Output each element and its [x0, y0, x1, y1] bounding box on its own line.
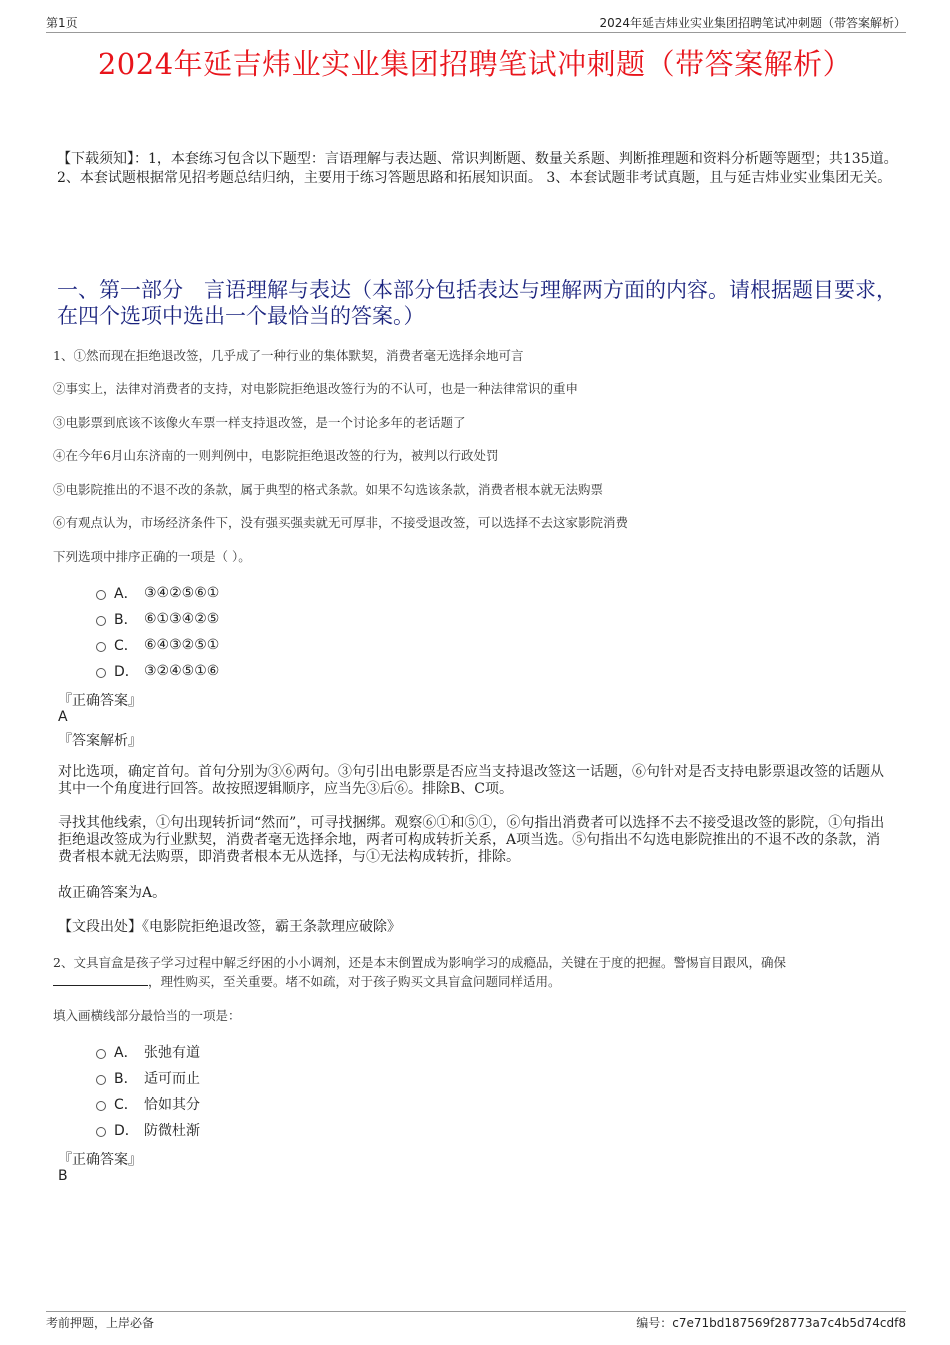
q1-analysis-para-2: 寻找其他线索，①句出现转折词“然而”，可寻找捆绑。观察⑥①和⑤①，⑥句指出消费者可以选择不去不接受退改签的影院，①句指出拒绝退改签成为行业默契，消费者毫无选择余地，两者可构成转折关系，A项当选。⑤句指出不勾选电影院推出的不退不改的条款，消费者根本就无法购票，即消费者根本无从选择，与①无法构成转折，排除。 [58, 815, 885, 865]
q2-option-c[interactable] [96, 1095, 200, 1113]
q1-analysis-conclusion: 故正确答案为A。 [58, 885, 167, 901]
section-heading: 一、第一部分 言语理解与表达（本部分包括表达与理解两方面的内容。请根据题目要求，在四个选项中选出一个最恰当的答案。） [57, 278, 897, 328]
option-text: 适可而止 [144, 1071, 200, 1087]
code-label: 编号： [636, 1316, 673, 1330]
option-letter: A． [114, 1045, 138, 1061]
q1-line-1: 1、①然而现在拒绝退改签，几乎成了一种行业的集体默契，消费者毫无选择余地可言 [53, 348, 524, 363]
option-letter: B． [114, 1071, 138, 1087]
q2-line-2 [53, 974, 903, 990]
option-letter: A． [114, 586, 138, 602]
q1-line-4: ④在今年6月山东济南的一则判例中，电影院拒绝退改签的行为，被判以行政处罚 [53, 448, 499, 463]
option-text: ③②④⑤①⑥ [144, 663, 220, 679]
radio-icon[interactable] [96, 1101, 106, 1111]
radio-icon[interactable] [96, 616, 106, 626]
fill-blank [53, 976, 148, 986]
option-letter: C． [114, 1097, 138, 1113]
option-letter: D． [114, 664, 139, 680]
q2-answer-label: 『正确答案』 [58, 1152, 142, 1168]
q2-line-1: 2、文具盲盒是孩子学习过程中解乏纾困的小小调剂，还是本末倒置成为影响学习的成瘾品，关键在于度的把握。警惕盲目跟风，确保 [53, 955, 786, 970]
option-text: ⑥①③④②⑤ [144, 611, 220, 627]
document-title: 2024年延吉炜业实业集团招聘笔试冲刺题（带答案解析） [97, 47, 853, 81]
footer-slogan: 考前押题，上岸必备 [46, 1316, 155, 1330]
q1-option-a[interactable] [96, 584, 219, 602]
q1-line-2: ②事实上，法律对消费者的支持，对电影院拒绝退改签行为的不认可，也是一种法律常识的重申 [53, 381, 579, 396]
option-letter: B． [114, 612, 138, 628]
q1-option-b[interactable] [96, 610, 219, 628]
option-text: ⑥④③②⑤① [144, 637, 220, 653]
header-rule [46, 32, 906, 33]
q1-prompt: 下列选项中排序正确的一项是（ ）。 [53, 549, 251, 564]
radio-icon[interactable] [96, 642, 106, 652]
radio-icon[interactable] [96, 590, 106, 600]
q2-answer: B [58, 1168, 68, 1184]
code-value: c7e71bd187569f28773a7c4b5d74cdf8 [672, 1316, 906, 1330]
document-code [636, 1314, 906, 1331]
q1-option-d[interactable] [96, 662, 219, 680]
option-text: ③④②⑤⑥① [144, 585, 220, 601]
q1-line-5: ⑤电影院推出的不退不改的条款，属于典型的格式条款。如果不勾选该条款，消费者根本就无法购票 [53, 482, 604, 497]
radio-icon[interactable] [96, 1127, 106, 1137]
q2-option-a[interactable] [96, 1043, 200, 1061]
q1-option-c[interactable] [96, 636, 219, 654]
q1-answer-label: 『正确答案』 [58, 693, 142, 709]
q2-line-2-text: ，理性购买，至关重要。堵不如疏，对于孩子购买文具盲盒问题同样适用。 [148, 974, 561, 989]
q1-line-3: ③电影票到底该不该像火车票一样支持退改签，是一个讨论多年的老话题了 [53, 415, 466, 430]
option-text: 张弛有道 [144, 1045, 200, 1061]
q1-analysis-label: 『答案解析』 [58, 733, 142, 749]
footer-rule [46, 1311, 906, 1312]
q1-line-6: ⑥有观点认为，市场经济条件下，没有强买强卖就无可厚非，不接受退改签，可以选择不去这家影院消费 [53, 515, 629, 530]
running-title: 2024年延吉炜业实业集团招聘笔试冲刺题（带答案解析） [599, 16, 906, 30]
option-text: 防微杜渐 [144, 1123, 200, 1139]
option-letter: C． [114, 638, 138, 654]
page-number: 第1页 [46, 16, 78, 30]
q1-source: 【文段出处】《电影院拒绝退改签，霸王条款理应破除》 [58, 919, 401, 935]
option-letter: D． [114, 1123, 139, 1139]
download-notice: 【下载须知】：1，本套练习包含以下题型：言语理解与表达题、常识判断题、数量关系题、判断推理题和资料分析题等题型；共135道。 2、本套试题根据常见招考题总结归纳，主要用于练习答题思路和拓展知识面。 3、本套试题非考试真题，且与延吉炜业实业集团无关。 [57, 151, 898, 186]
q2-prompt: 填入画横线部分最恰当的一项是： [53, 1008, 241, 1023]
q1-answer: A [58, 709, 68, 725]
option-text: 恰如其分 [144, 1097, 200, 1113]
q1-analysis-para-1: 对比选项，确定首句。首句分别为③⑥两句。③句引出电影票是否应当支持退改签这一话题，⑥句针对是否支持电影票退改签的话题从其中一个角度进行回答。故按照逻辑顺序，应当先③后⑥。排除B、C项。 [58, 764, 884, 797]
q2-option-d[interactable] [96, 1121, 200, 1139]
radio-icon[interactable] [96, 1049, 106, 1059]
radio-icon[interactable] [96, 1075, 106, 1085]
radio-icon[interactable] [96, 668, 106, 678]
q2-option-b[interactable] [96, 1069, 200, 1087]
